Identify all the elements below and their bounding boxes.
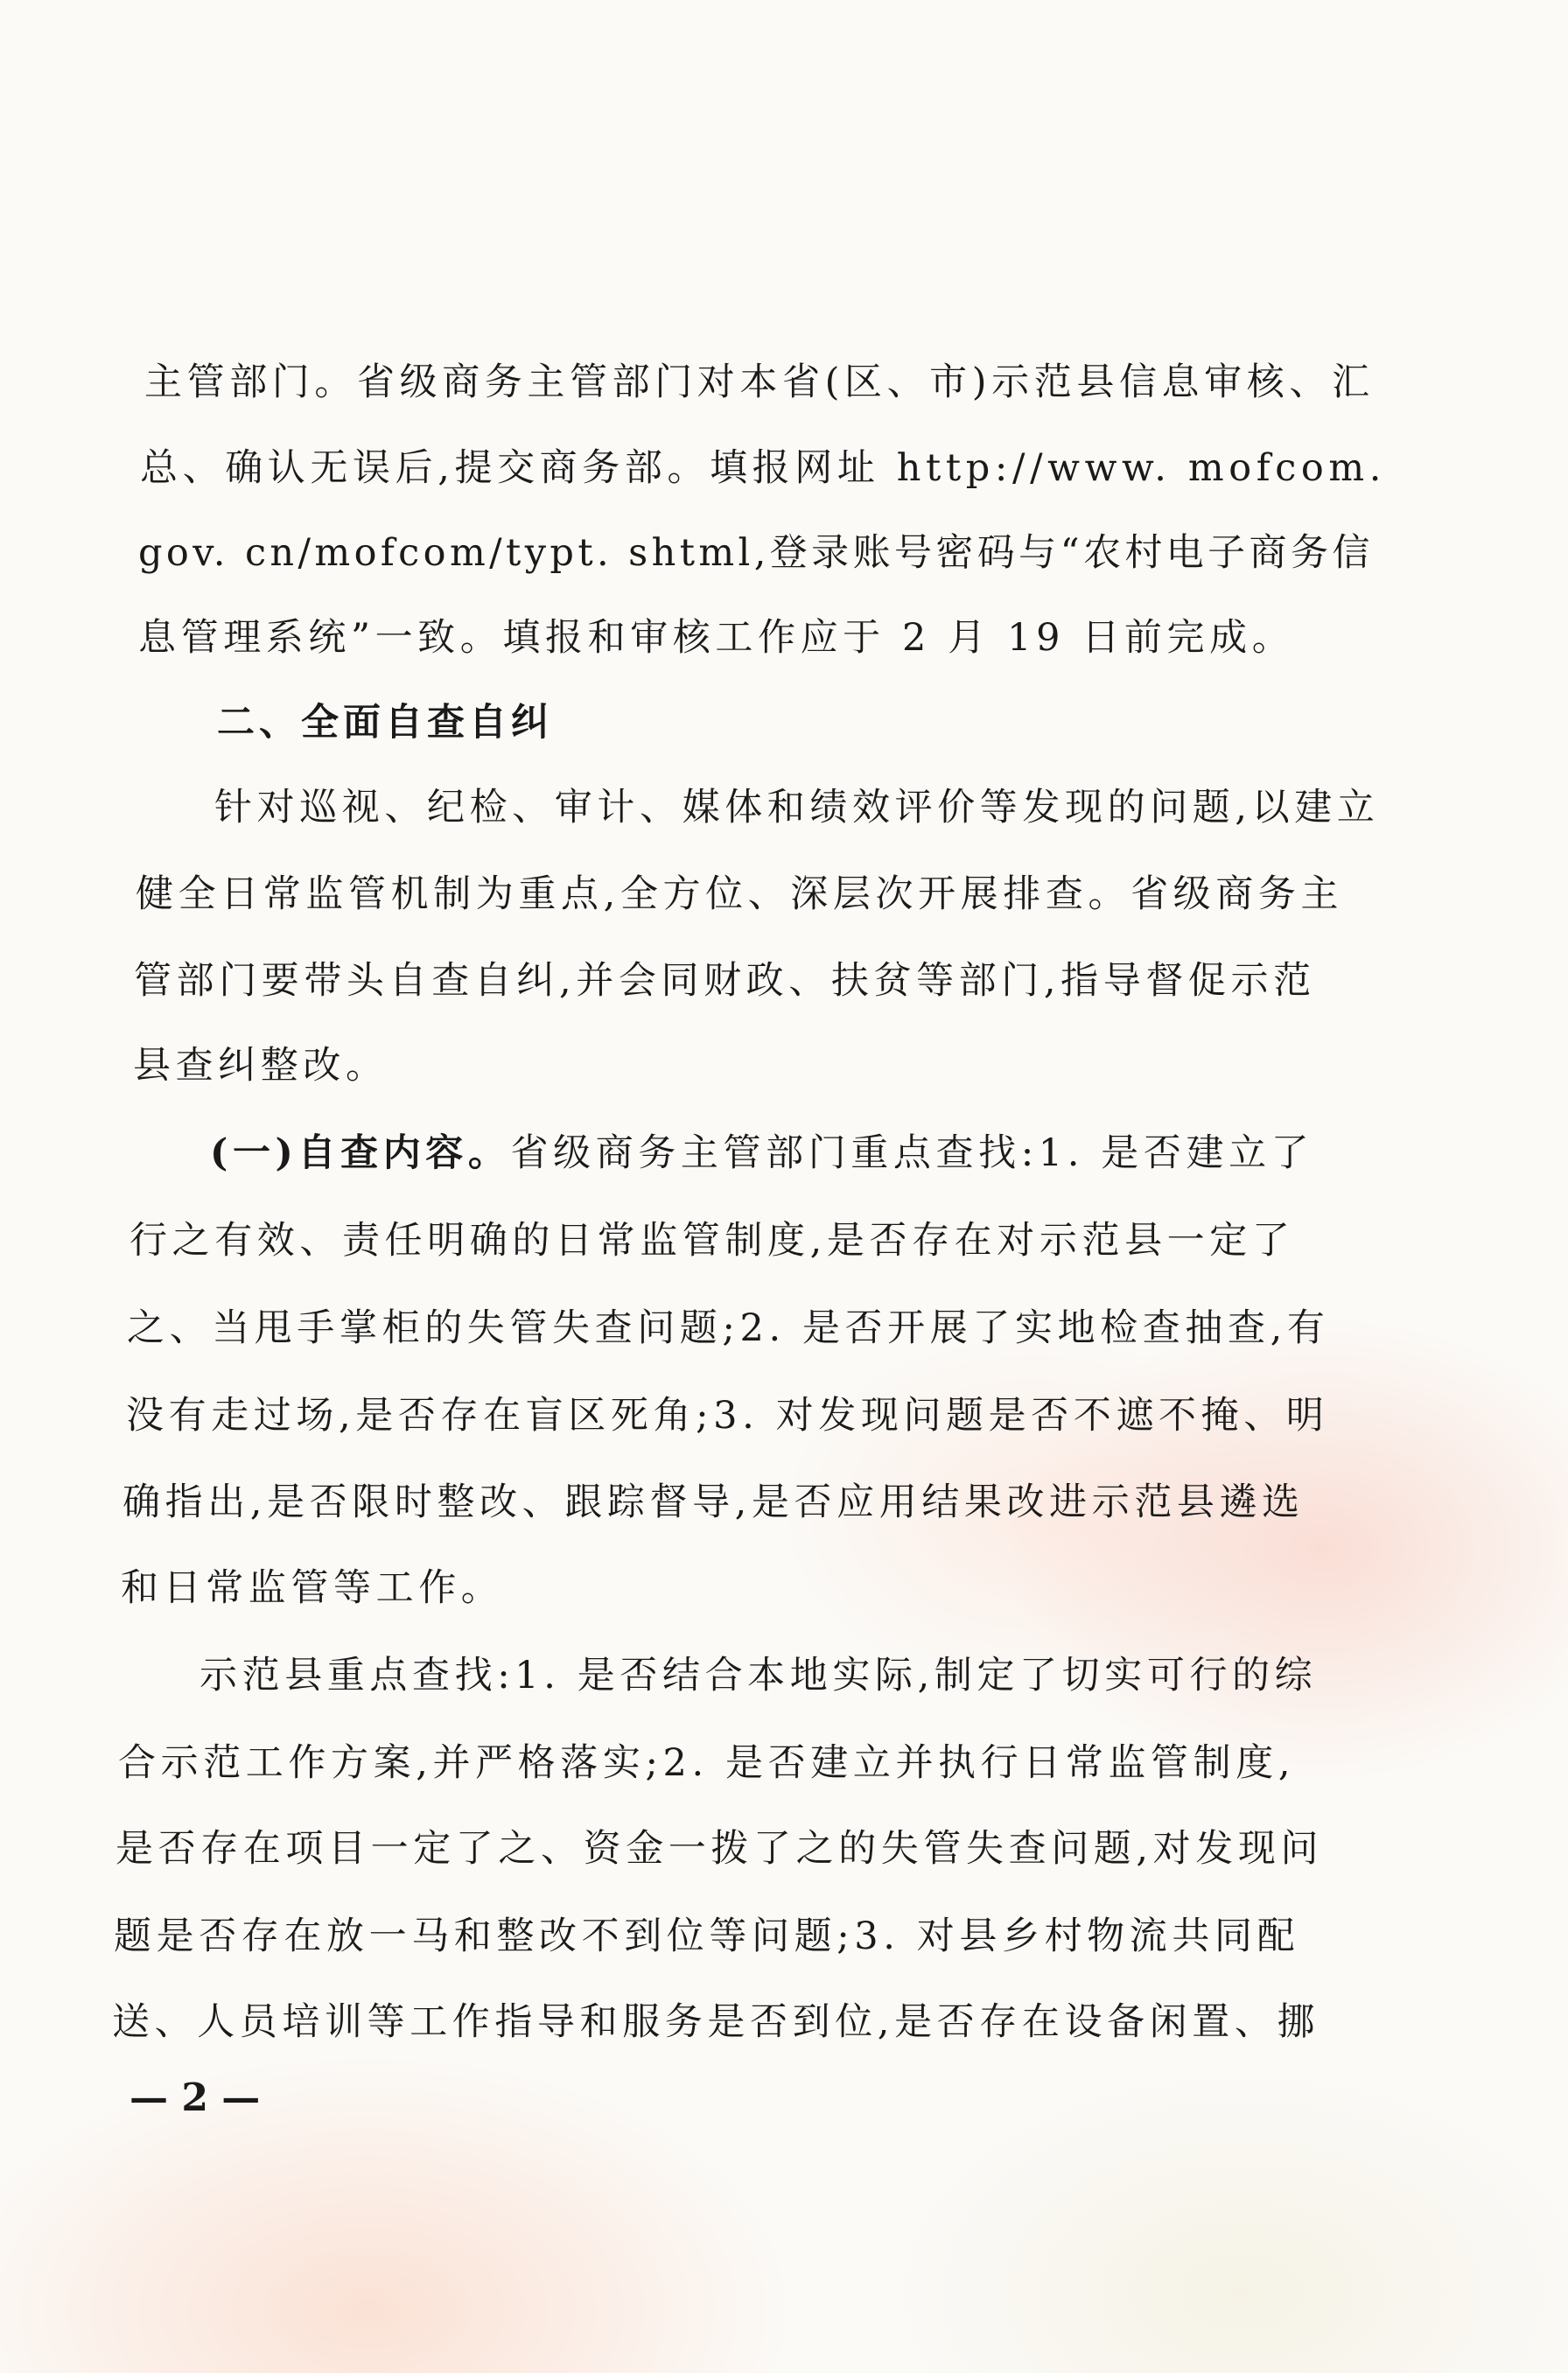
paragraph-line: 送、人员培训等工作指导和服务是否到位,是否存在设备闲置、挪 bbox=[112, 2000, 1320, 2044]
paragraph-line: 没有走过场,是否存在盲区死角;3. 对发现问题是否不遮不掩、明 bbox=[126, 1394, 1329, 1438]
paragraph-line: 之、当甩手掌柜的失管失查问题;2. 是否开展了实地检查抽查,有 bbox=[127, 1306, 1330, 1350]
paragraph-line: 题是否存在放一马和整改不到位等问题;3. 对县乡村物流共同配 bbox=[114, 1914, 1300, 1958]
paragraph-line: 行之有效、责任明确的日常监管制度,是否存在对示范县一定了 bbox=[130, 1219, 1295, 1263]
paragraph-line bbox=[0, 1123, 1568, 1184]
paragraph-line: 管部门要带头自查自纠,并会同财政、扶贫等部门,指导督促示范 bbox=[134, 959, 1316, 1003]
paragraph-line: 健全日常监管机制为重点,全方位、深层次开展排查。省级商务主 bbox=[136, 872, 1344, 916]
paragraph-line: 和日常监管等工作。 bbox=[121, 1566, 504, 1610]
page-number: — 2 — bbox=[130, 2076, 261, 2120]
paragraph-line: 针对巡视、纪检、审计、媒体和绩效评价等发现的问题,以建立 bbox=[214, 786, 1380, 830]
paragraph-line: gov. cn/mofcom/typt. shtml,登录账号密码与“农村电子商务信 bbox=[138, 531, 1374, 575]
paragraph-line: 合示范工作方案,并严格落实;2. 是否建立并执行日常监管制度, bbox=[118, 1741, 1296, 1785]
subsection-heading: (一)自查内容。 bbox=[210, 1131, 511, 1175]
paragraph-line: 总、确认无误后,提交商务部。填报网址 http://www. mofcom. bbox=[140, 446, 1387, 490]
paragraph-line: 是否存在项目一定了之、资金一拨了之的失管失查问题,对发现问 bbox=[116, 1827, 1324, 1871]
paragraph-line: 示范县重点查找:1. 是否结合本地实际,制定了切实可行的综 bbox=[200, 1654, 1318, 1698]
paragraph-line: 县查纠整改。 bbox=[133, 1044, 388, 1088]
paragraph-text: 省级商务主管部门重点查找:1. 是否建立了 bbox=[510, 1131, 1314, 1175]
paragraph-line: 确指出,是否限时整改、跟踪督导,是否应用结果改进示范县遴选 bbox=[122, 1480, 1305, 1524]
paragraph-line: 息管理系统”一致。填报和审核工作应于 2 月 19 日前完成。 bbox=[138, 616, 1295, 660]
paragraph-line: 主管部门。省级商务主管部门对本省(区、市)示范县信息审核、汇 bbox=[144, 360, 1375, 404]
section-heading: 二、全面自查自纠 bbox=[217, 701, 553, 745]
